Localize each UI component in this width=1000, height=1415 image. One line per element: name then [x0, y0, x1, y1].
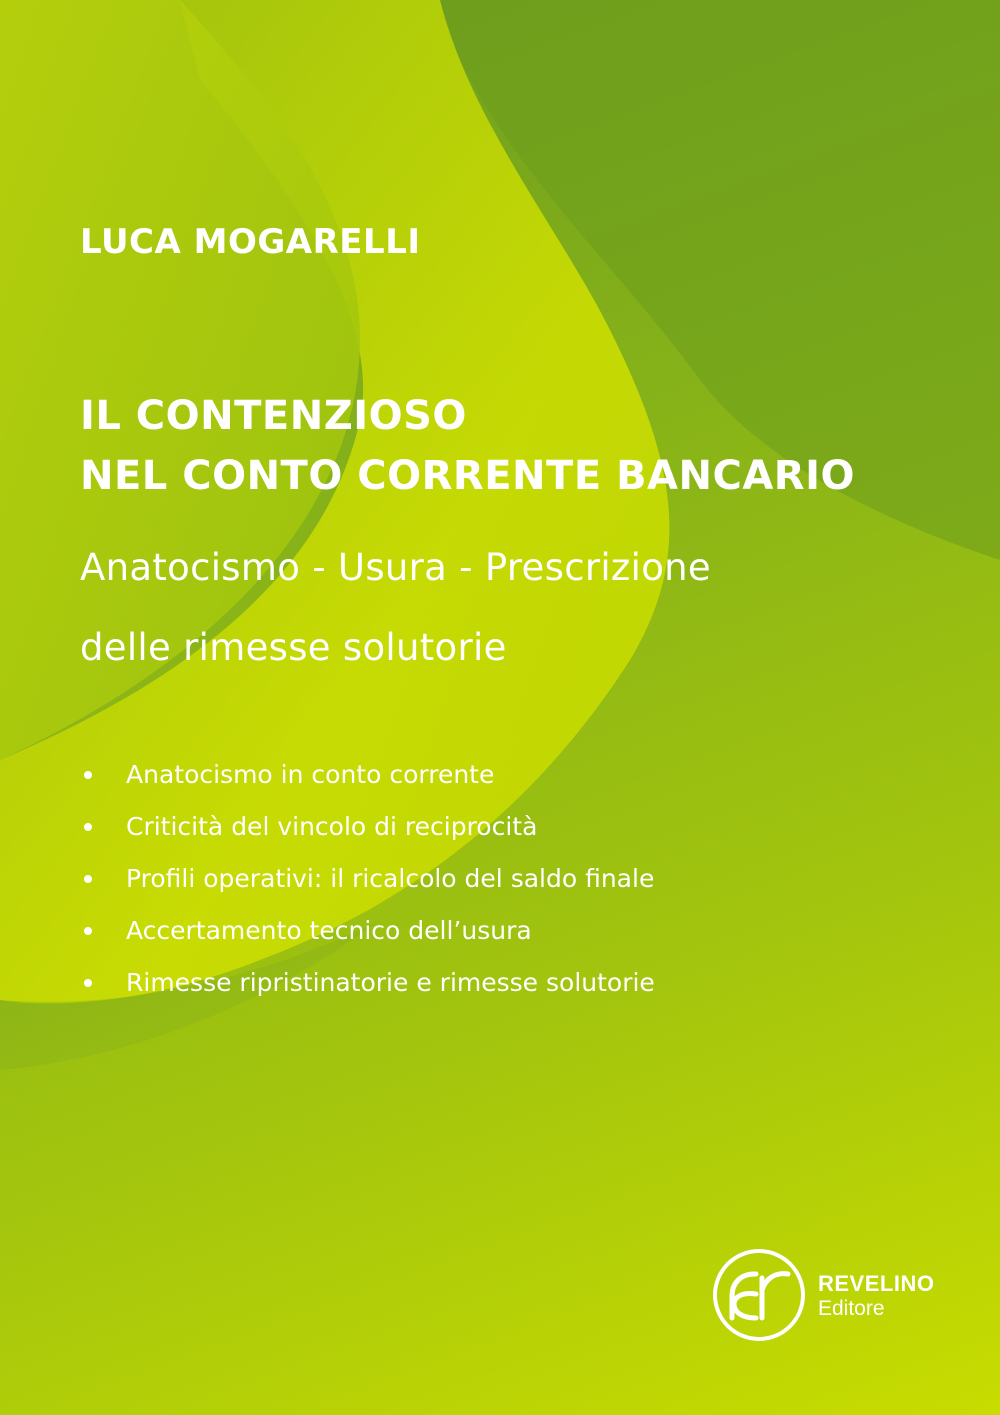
topics-list [80, 752, 655, 1012]
author-name: LUCA MOGARELLI [80, 222, 421, 262]
bullet-icon [84, 771, 92, 779]
bullet-icon [84, 823, 92, 831]
topic-text: Criticità del vincolo di reciprocità [126, 812, 538, 841]
list-item [80, 856, 655, 908]
bullet-icon [84, 927, 92, 935]
list-item [80, 804, 655, 856]
topic-text: Profili operativi: il ricalcolo del saldo finale [126, 864, 655, 893]
revelino-ar-logo-icon [712, 1248, 806, 1342]
topic-text: Accertamento tecnico dell’usura [126, 916, 532, 945]
publisher-label: Editore [818, 1297, 885, 1320]
bullet-icon [84, 875, 92, 883]
list-item [80, 960, 655, 1012]
list-item [80, 752, 655, 804]
topic-text: Rimesse ripristinatorie e rimesse solutorie [126, 968, 655, 997]
book-title [80, 386, 855, 506]
publisher-name: REVELINO [818, 1271, 935, 1296]
topic-text: Anatocismo in conto corrente [126, 760, 495, 789]
title-line: IL CONTENZIOSO [80, 393, 467, 439]
subtitle-line: Anatocismo - Usura - Prescrizione [80, 546, 711, 589]
publisher-block [712, 1248, 952, 1348]
book-subtitle [80, 528, 711, 688]
subtitle-line: delle rimesse solutorie [80, 626, 507, 669]
list-item [80, 908, 655, 960]
bullet-icon [84, 979, 92, 987]
title-line: NEL CONTO CORRENTE BANCARIO [80, 453, 855, 499]
